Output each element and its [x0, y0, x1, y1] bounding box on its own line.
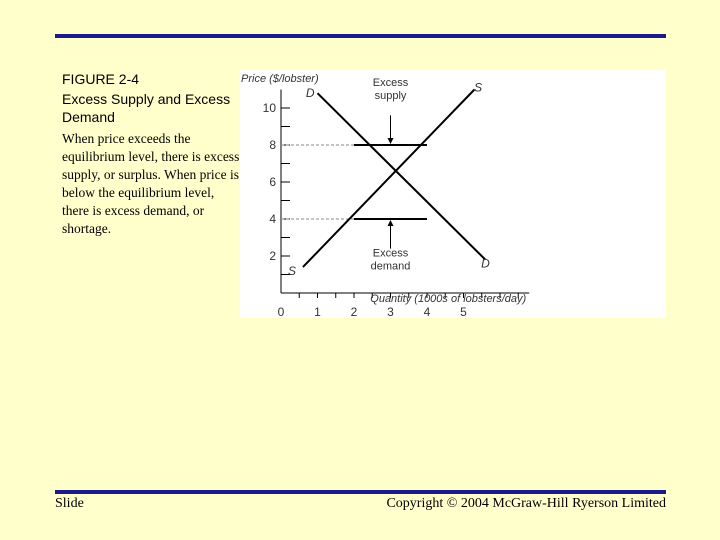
- x-tick-label: 3: [387, 305, 394, 318]
- excess-supply-label: Excess: [372, 76, 409, 89]
- excess-demand-label: Excess: [372, 247, 409, 260]
- x-tick-label: 5: [460, 305, 467, 318]
- y-tick-label: 4: [269, 212, 276, 226]
- x-tick-label: 2: [350, 305, 358, 318]
- supply-label: S: [474, 80, 483, 95]
- plot-background: [240, 70, 666, 318]
- x-tick-label: 4: [423, 305, 431, 318]
- x-tick-label: 0: [277, 305, 285, 318]
- figure-caption: [62, 70, 242, 238]
- y-tick-label: 2: [269, 249, 276, 263]
- x-tick-label: 1: [314, 305, 321, 318]
- x-axis-label: Quantity (1000s of lobsters/day): [370, 293, 527, 305]
- figure-label: FIGURE 2-4: [62, 71, 140, 87]
- supply-demand-chart: [240, 70, 666, 318]
- excess-supply-label: supply: [374, 89, 407, 102]
- y-tick-label: 6: [269, 175, 276, 189]
- footer-copyright: Copyright © 2004 McGraw-Hill Ryerson Limited: [386, 496, 666, 511]
- footer-slide-label: Slide: [55, 496, 84, 511]
- bottom-rule: [55, 490, 666, 494]
- supply-label: S: [287, 263, 296, 278]
- demand-label: D: [481, 256, 490, 271]
- figure-title: Excess Supply and Excess Demand: [62, 91, 231, 125]
- chart-svg: [240, 70, 666, 318]
- y-tick-label: 10: [262, 101, 276, 115]
- y-tick-label: 8: [269, 138, 276, 152]
- excess-demand-label: demand: [370, 260, 411, 273]
- top-rule: [55, 34, 666, 38]
- demand-label: D: [305, 86, 315, 101]
- y-axis-label: Price ($/lobster): [241, 73, 319, 85]
- figure-description: When price exceeds the equilibrium level, there is excess supply, or surplus. When price is below the equilibrium level, there is excess demand, or shortage.: [62, 131, 240, 236]
